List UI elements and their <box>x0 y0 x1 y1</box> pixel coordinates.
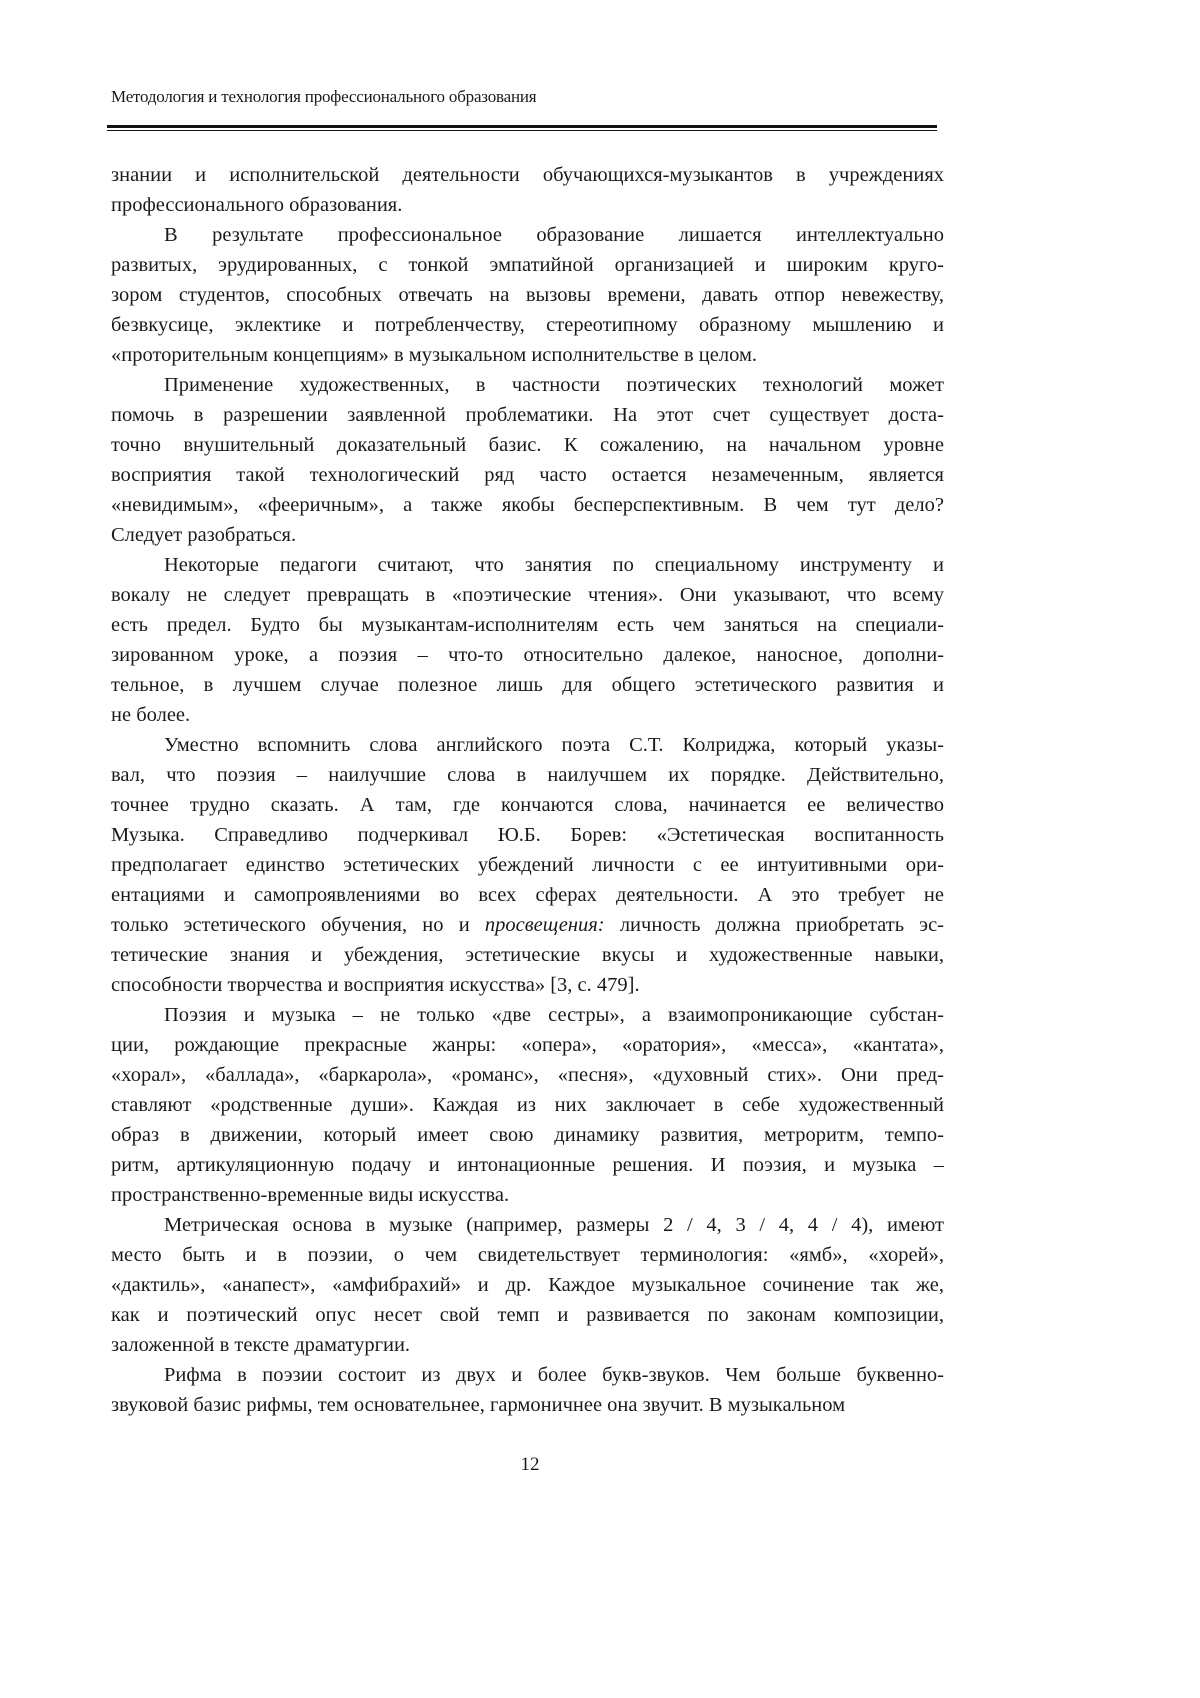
text-line: ентациями и самопроявлениями во всех сферах деятельности. А это требует не <box>111 884 944 906</box>
italic-emphasis: просвещения: <box>484 914 605 936</box>
rule-thick <box>107 125 937 128</box>
text-line: только эстетического обучения, но и просвещения: личность должна приобретать эс- <box>111 914 944 936</box>
text-line: тельное, в лучшем случае полезное лишь для общего эстетического развития и <box>111 674 944 696</box>
header-double-rule <box>107 125 937 131</box>
body-text <box>111 160 944 1420</box>
text-line: есть предел. Будто бы музыкантам-исполнителям есть чем заняться на специали- <box>111 614 944 636</box>
text-line: профессионального образования. <box>111 194 403 216</box>
paragraph <box>111 730 944 1000</box>
text-line: «дактиль», «анапест», «амфибрахий» и др. Каждое музыкальное сочинение так же, <box>111 1274 944 1296</box>
paragraph <box>111 550 944 730</box>
page-number: 12 <box>520 1454 540 1475</box>
text-line: Поэзия и музыка – не только «две сестры», а взаимопроникающие субстан- <box>164 1004 944 1026</box>
text-line: Рифма в поэзии состоит из двух и более букв-звуков. Чем больше буквенно- <box>164 1364 944 1386</box>
text-line: Применение художественных, в частности поэтических технологий может <box>164 374 944 396</box>
text-line: развитых, эрудированных, с тонкой эмпатийной организацией и широким круго- <box>111 254 944 276</box>
paragraph <box>111 1210 944 1360</box>
text-line: Музыка. Справедливо подчеркивал Ю.Б. Борев: «Эстетическая воспитанность <box>111 824 944 846</box>
text-line: вокалу не следует превращать в «поэтические чтения». Они указывают, что всему <box>111 584 944 606</box>
text-line: тетические знания и убеждения, эстетические вкусы и художественные навыки, <box>111 944 944 966</box>
text-line: помочь в разрешении заявленной проблематики. На этот счет существует доста- <box>111 404 944 426</box>
text-line: В результате профессиональное образование лишается интеллектуально <box>164 224 944 246</box>
paragraph <box>111 1000 944 1210</box>
text-line: Уместно вспомнить слова английского поэта С.Т. Колриджа, который указы- <box>164 734 944 756</box>
text-line: образ в движении, который имеет свою динамику развития, метроритм, темпо- <box>111 1124 944 1146</box>
text-line: пространственно-временные виды искусства. <box>111 1184 510 1206</box>
paragraph <box>111 1360 944 1420</box>
text-line: заложенной в тексте драматургии. <box>111 1334 411 1356</box>
text-line: точно внушительный доказательный базис. К сожалению, на начальном уровне <box>111 434 944 456</box>
text-line: безвкусице, эклектике и потребленчеству, стереотипному образному мышлению и <box>111 314 944 336</box>
text-line: зором студентов, способных отвечать на вызовы времени, давать отпор невежеству, <box>111 284 944 306</box>
rule-thin <box>107 130 937 131</box>
text-line: способности творчества и восприятия искусства» [3, с. 479]. <box>111 974 640 996</box>
text-line: как и поэтический опус несет свой темп и развивается по законам композиции, <box>111 1304 944 1326</box>
text-line: «хорал», «баллада», «баркарола», «романс», «песня», «духовный стих». Они пред- <box>111 1064 944 1086</box>
text-line: ставляют «родственные души». Каждая из них заключает в себе художественный <box>111 1094 944 1116</box>
paragraph <box>111 220 944 370</box>
text-line: Некоторые педагоги считают, что занятия по специальному инструменту и <box>164 554 944 576</box>
text-line: точнее трудно сказать. А там, где кончаются слова, начинается ее величество <box>111 794 944 816</box>
text-line: предполагает единство эстетических убеждений личности с ее интуитивными ори- <box>111 854 944 876</box>
text-line: восприятия такой технологический ряд часто остается незамеченным, является <box>111 464 944 486</box>
text-line: вал, что поэзия – наилучшие слова в наилучшем их порядке. Действительно, <box>111 764 944 786</box>
text-line: ции, рождающие прекрасные жанры: «опера», «оратория», «месса», «кантата», <box>111 1034 944 1056</box>
running-header: Методология и технология профессионального образования <box>111 87 537 106</box>
text-line: зированном уроке, а поэзия – что-то относительно далекое, наносное, дополни- <box>111 644 944 666</box>
text-line: звуковой базис рифмы, тем основательнее, гармоничнее она звучит. В музыкальном <box>111 1394 846 1416</box>
text-line: знании и исполнительской деятельности обучающихся-музыкантов в учреждениях <box>111 164 944 186</box>
text-line: «проторительным концепциям» в музыкальном исполнительстве в целом. <box>111 344 758 366</box>
paragraph <box>111 160 944 220</box>
paragraph <box>111 370 944 550</box>
text-line: ритм, артикуляционную подачу и интонационные решения. И поэзия, и музыка – <box>111 1154 944 1176</box>
text-line: Метрическая основа в музыке (например, размеры 2 / 4, 3 / 4, 4 / 4), имеют <box>164 1214 944 1236</box>
text-line: не более. <box>111 704 191 726</box>
text-line: место быть и в поэзии, о чем свидетельствует терминология: «ямб», «хорей», <box>111 1244 944 1266</box>
text-line: Следует разобраться. <box>111 524 297 546</box>
text-line: «невидимым», «фееричным», а также якобы бесперспективным. В чем тут дело? <box>111 494 944 516</box>
